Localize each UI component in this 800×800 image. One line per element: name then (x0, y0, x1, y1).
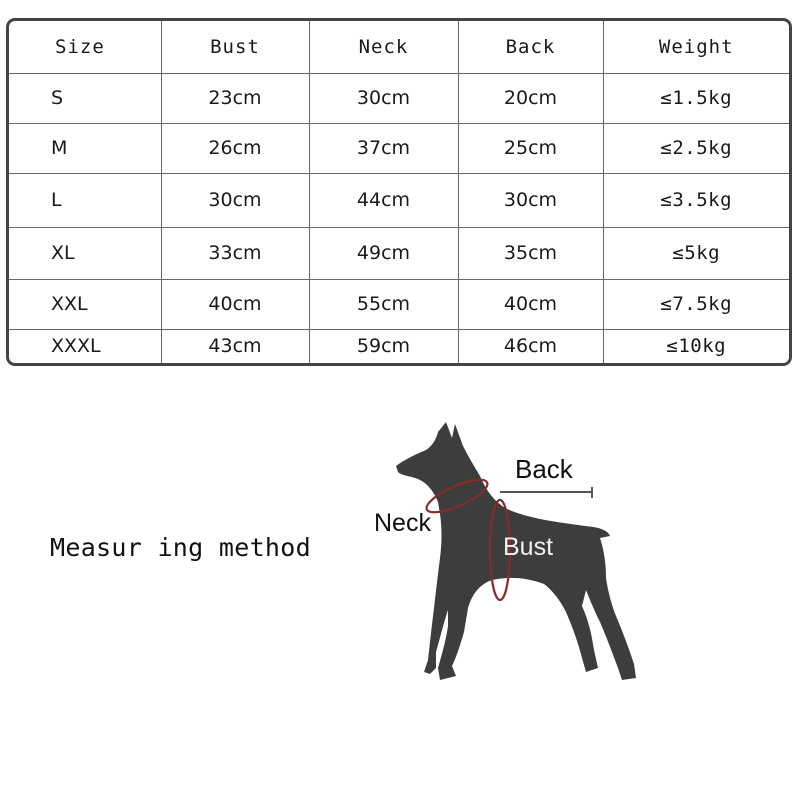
cell-back: 40cm (458, 279, 603, 329)
cell-size: S (9, 73, 161, 123)
cell-back: 20cm (458, 73, 603, 123)
neck-label: Neck (374, 509, 431, 537)
measuring-method-title: Measur ing method (50, 533, 311, 562)
cell-bust: 23cm (161, 73, 309, 123)
cell-bust: 30cm (161, 173, 309, 227)
table-row (9, 173, 789, 227)
cell-neck: 49cm (309, 227, 458, 279)
cell-back: 25cm (458, 123, 603, 173)
cell-neck: 55cm (309, 279, 458, 329)
cell-back: 30cm (458, 173, 603, 227)
cell-bust: 40cm (161, 279, 309, 329)
cell-weight: ≤3.5kg (603, 173, 789, 227)
dog-silhouette-illustration (360, 410, 660, 700)
dog-measuring-diagram (360, 410, 660, 700)
table-row (9, 73, 789, 123)
table-header-row (9, 21, 789, 73)
header-size: Size (9, 21, 161, 73)
cell-neck: 37cm (309, 123, 458, 173)
cell-size: XXXL (9, 329, 161, 363)
size-table (9, 21, 789, 363)
cell-weight: ≤1.5kg (603, 73, 789, 123)
bust-label: Bust (503, 533, 554, 561)
back-label: Back (515, 454, 573, 484)
cell-weight: ≤2.5kg (603, 123, 789, 173)
table-row (9, 279, 789, 329)
table-row (9, 123, 789, 173)
table-row (9, 329, 789, 363)
header-back: Back (458, 21, 603, 73)
cell-weight: ≤10kg (603, 329, 789, 363)
cell-neck: 44cm (309, 173, 458, 227)
cell-back: 46cm (458, 329, 603, 363)
cell-bust: 33cm (161, 227, 309, 279)
cell-weight: ≤7.5kg (603, 279, 789, 329)
header-weight: Weight (603, 21, 789, 73)
header-neck: Neck (309, 21, 458, 73)
size-chart-table (6, 18, 792, 366)
cell-bust: 26cm (161, 123, 309, 173)
cell-size: L (9, 173, 161, 227)
cell-neck: 59cm (309, 329, 458, 363)
cell-size: XXL (9, 279, 161, 329)
cell-bust: 43cm (161, 329, 309, 363)
cell-size: M (9, 123, 161, 173)
cell-size: XL (9, 227, 161, 279)
cell-back: 35cm (458, 227, 603, 279)
table-row (9, 227, 789, 279)
header-bust: Bust (161, 21, 309, 73)
cell-weight: ≤5kg (603, 227, 789, 279)
cell-neck: 30cm (309, 73, 458, 123)
